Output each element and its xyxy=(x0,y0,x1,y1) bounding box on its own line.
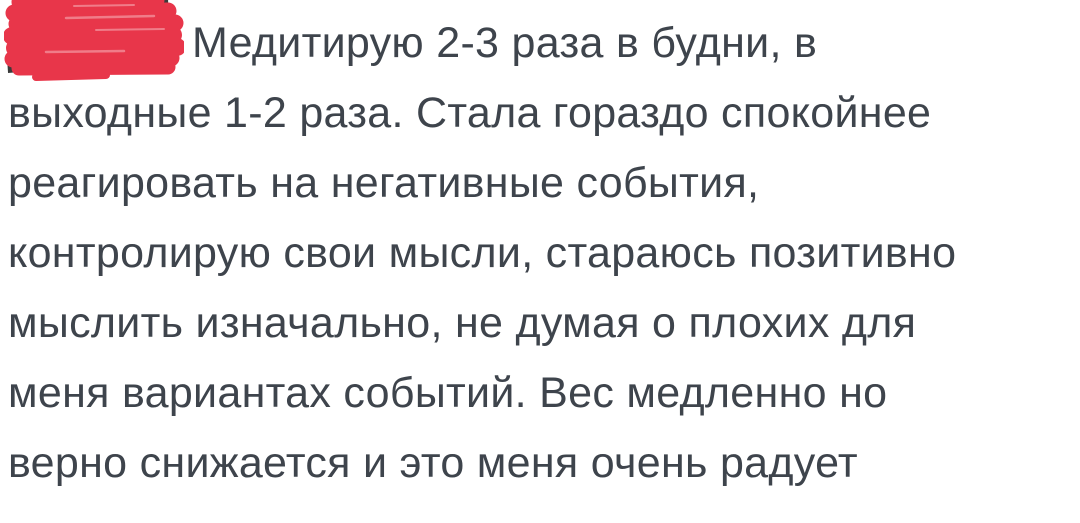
testimonial-line: верно снижается и это меня очень радует xyxy=(8,439,858,487)
testimonial-line: мыслить изначально, не думая о плохих для xyxy=(8,299,917,347)
testimonial-line: контролирую свои мысли, стараюсь позитивно xyxy=(8,229,957,277)
testimonial-line: Медитирую 2-3 раза в будни, в xyxy=(192,19,818,67)
testimonial-line: реагировать на негативные события, xyxy=(8,159,760,207)
testimonial-line: меня вариантах событий. Вес медленно но xyxy=(8,369,888,417)
testimonial-text xyxy=(8,8,1080,498)
testimonial-line: выходные 1-2 раза. Стала гораздо спокойнее xyxy=(8,89,932,137)
